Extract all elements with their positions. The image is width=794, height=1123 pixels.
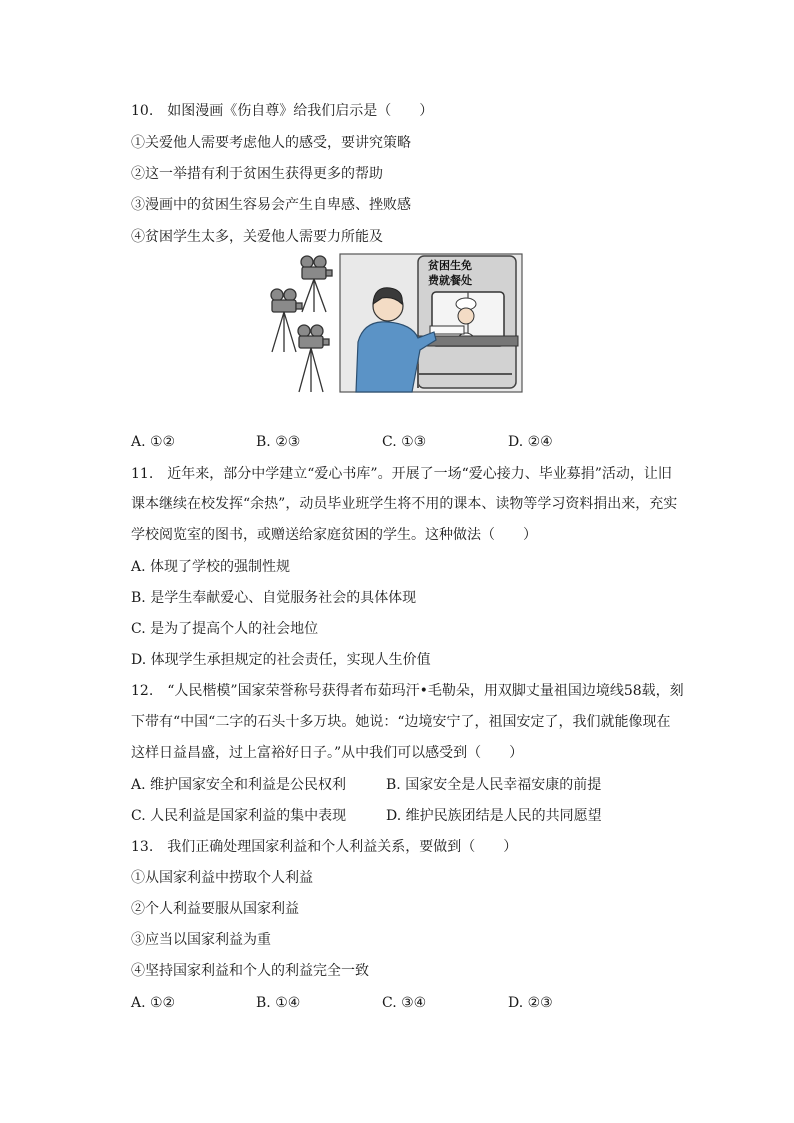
q10-option-d[interactable]: D. ②④ <box>508 434 553 450</box>
q13-option-a[interactable]: A. ①② <box>131 995 176 1011</box>
q10-option-a[interactable]: A. ①② <box>131 434 176 450</box>
q12-stem-line-3: 这样日益昌盛，过上富裕好日子。”从中我们可以感受到（ ） <box>131 745 524 761</box>
q13-item-2: ②个人利益要服从国家利益 <box>131 901 299 917</box>
q12-stem-line-1: 12. “人民楷模”国家荣誉称号获得者布茹玛汗•毛勒朵，用双脚丈量祖国边境线58载，刻 <box>131 683 684 699</box>
q13-item-3: ③应当以国家利益为重 <box>131 932 271 948</box>
q13-item-1: ①从国家利益中捞取个人利益 <box>131 870 313 886</box>
q13-option-c[interactable]: C. ③④ <box>382 995 427 1011</box>
q13-item-4: ④坚持国家利益和个人的利益完全一致 <box>131 963 369 979</box>
q13-stem: 13. 我们正确处理国家利益和个人利益关系，要做到（ ） <box>131 839 518 855</box>
q10-option-b[interactable]: B. ②③ <box>256 434 301 450</box>
sign-text-2: 费就餐处 <box>428 274 472 287</box>
q12-option-b[interactable]: B. 国家安全是人民幸福安康的前提 <box>386 777 602 793</box>
q11-stem-line-2: 课本继续在校发挥“余热”，动员毕业班学生将不用的课本、读物等学习资料捐出来，充实 <box>131 496 678 512</box>
video-camera-icon <box>301 256 332 312</box>
q10-option-c[interactable]: C. ①③ <box>382 434 427 450</box>
cartoon-illustration <box>262 252 526 398</box>
q12-option-c[interactable]: C. 人民利益是国家利益的集中表现 <box>131 808 347 824</box>
q10-item-1: ①关爱他人需要考虑他人的感受，要讲究策略 <box>131 135 411 151</box>
q11-option-d[interactable]: D. 体现学生承担规定的社会责任，实现人生价值 <box>131 652 431 668</box>
q11-option-c[interactable]: C. 是为了提高个人的社会地位 <box>131 621 319 637</box>
video-camera-icon <box>271 289 302 352</box>
q11-stem-line-3: 学校阅览室的图书，或赠送给家庭贫困的学生。这种做法（ ） <box>131 527 537 543</box>
q10-item-3: ③漫画中的贫困生容易会产生自卑感、挫败感 <box>131 197 411 213</box>
q12-option-d[interactable]: D. 维护民族团结是人民的共同愿望 <box>386 808 602 824</box>
q11-option-a[interactable]: A. 体现了学校的强制性规 <box>131 559 291 575</box>
q10-item-2: ②这一举措有利于贫困生获得更多的帮助 <box>131 166 383 182</box>
q10-item-4: ④贫困学生太多，关爱他人需要力所能及 <box>131 229 383 245</box>
q13-option-b[interactable]: B. ①④ <box>256 995 301 1011</box>
video-camera-icon <box>298 325 329 392</box>
q11-option-b[interactable]: B. 是学生奉献爱心、自觉服务社会的具体体现 <box>131 590 417 606</box>
q10-stem: 10. 如图漫画《伤自尊》给我们启示是（ ） <box>131 103 434 119</box>
q12-stem-line-2: 下带有“中国“二字的石头十多万块。她说：“边境安宁了，祖国安定了，我们就能像现在 <box>131 714 671 730</box>
sign-text-1: 贫困生免 <box>428 259 472 272</box>
q11-stem-line-1: 11. 近年来，部分中学建立“爱心书库”。开展了一场“爱心接力、毕业募捐”活动，让旧 <box>131 466 672 482</box>
q12-option-a[interactable]: A. 维护国家安全和利益是公民权利 <box>131 777 347 793</box>
q13-option-d[interactable]: D. ②③ <box>508 995 553 1011</box>
